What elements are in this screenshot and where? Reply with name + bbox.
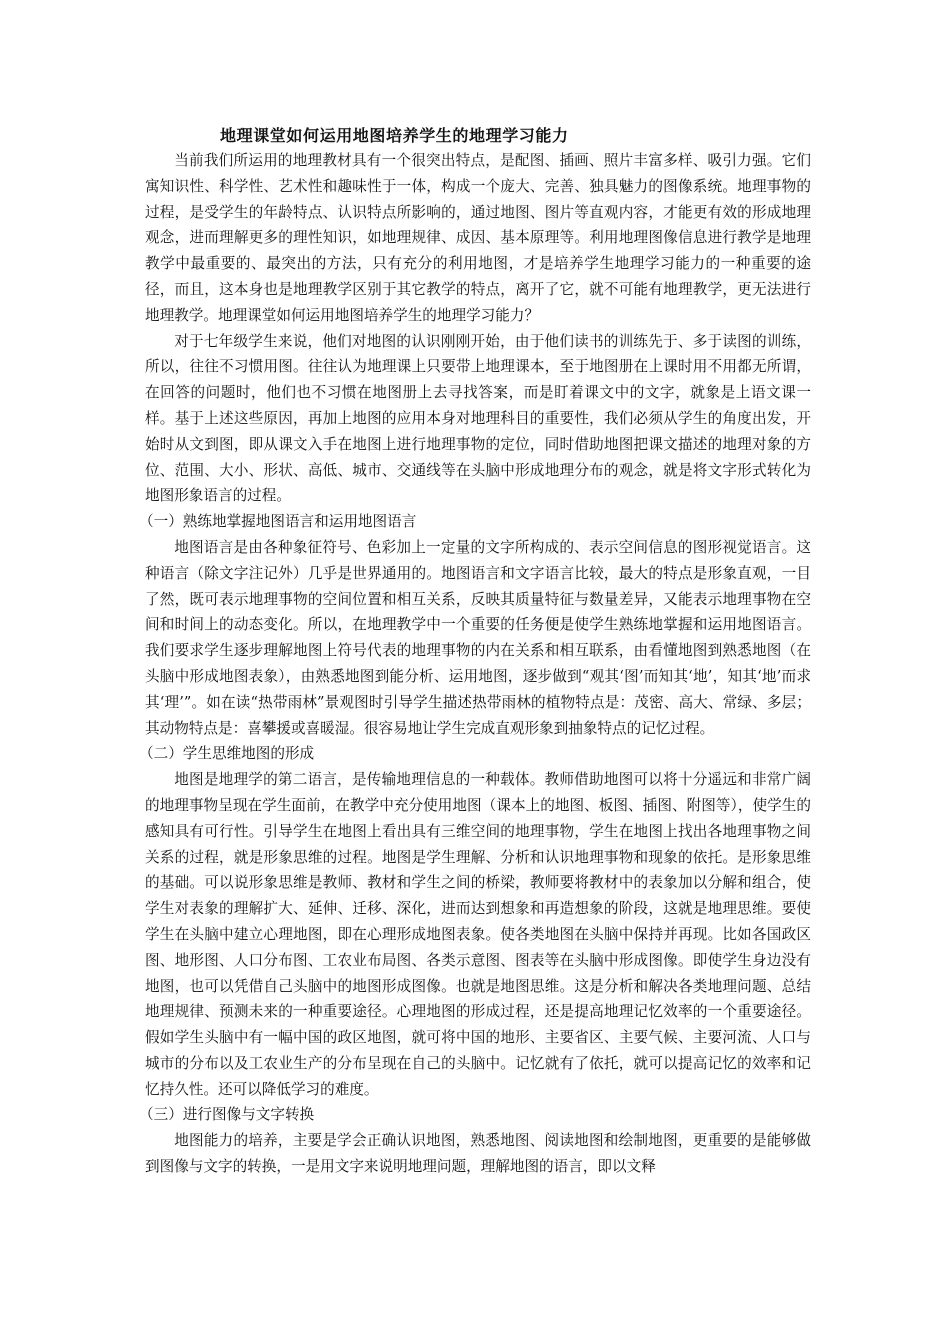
section-2-paragraph: 地图是地理学的第二语言，是传输地理信息的一种载体。教师借助地图可以将十分遥远和非常广阔的地理事物呈现在学生面前，在教学中充分使用地图（课本上的地图、板图、插图、附图等），使学生的感知具有可行性。引导学生在地图上看出具有三维空间的地理事物，学生在地图上找出各地理事物之间关系的过程，就是形象思维的过程。地图是学生理解、分析和认识地理事物和现象的依托。是形象思维的基础。可以说形象思维是教师、教材和学生之间的桥梁，教师要将教材中的表象加以分解和组合，使学生对表象的理解扩大、延伸、迁移、深化，进而达到想象和再造想象的阶段，这就是地理思维。要使学生在头脑中建立心理地图，即在心理形成地图表象。使各类地图在头脑中保持并再现。比如各国政区图、地形图、人口分布图、工农业布局图、各类示意图、图表等在头脑中形成图像。即使学生身边没有地图，也可以凭借自己头脑中的地图形成图像。也就是地图思维。这是分析和解决各类地理问题、总结地理规律、预测未来的一种重要途径。心理地图的形成过程，还是提高地理记忆效率的一个重要途径。假如学生头脑中有一幅中国的政区地图，就可将中国的地形、主要省区、主要气候、主要河流、人口与城市的分布以及工农业生产的分布呈现在自己的头脑中。记忆就有了依托，就可以提高记忆的效率和记忆持久性。还可以降低学习的难度。 (145, 771, 811, 1098)
section-heading-1: （一）熟练地掌握地图语言和运用地图语言 (139, 513, 417, 531)
section-heading-2: （二）学生思维地图的形成 (139, 745, 315, 763)
section-1-paragraph: 地图语言是由各种象征符号、色彩加上一定量的文字所构成的、表示空间信息的图形视觉语言。这种语言（除文字注记外）几乎是世界通用的。地图语言和文字语言比较，最大的特点是形象直观，一目了然，既可表示地理事物的空间位置和相互关系，反映其质量特征与数量差异，又能表示地理事物在空间和时间上的动态变化。所以，在地理教学中一个重要的任务便是使学生熟练地掌握和运用地图语言。我们要求学生逐步理解地图上符号代表的地理事物的内在关系和相互联系，由看懂地图到熟悉地图（在头脑中形成地图表象），由熟悉地图到能分析、运用地图，逐步做到“观其‘图’而知其‘地’，知其‘地’而求其‘理’”。如在读“热带雨林”景观图时引导学生描述热带雨林的植物特点是：茂密、高大、常绿、多层；其动物特点是：喜攀援或喜暖湿。很容易地让学生完成直观形象到抽象特点的记忆过程。 (145, 538, 811, 737)
intro-paragraph-1: 当前我们所运用的地理教材具有一个很突出特点，是配图、插画、照片丰富多样、吸引力强。它们寓知识性、科学性、艺术性和趣味性于一体，构成一个庞大、完善、独具魅力的图像系统。地理事物的过程，是受学生的年龄特点、认识特点所影响的，通过地图、图片等直观内容，才能更有效的形成地理观念，进而理解更多的理性知识，如地理规律、成因、基本原理等。利用地理图像信息进行教学是地理教学中最重要的、最突出的方法，只有充分的利用地图，才是培养学生地理学习能力的一种重要的途径，而且，这本身也是地理教学区别于其它教学的特点，离开了它，就不可能有地理教学，更无法进行地理教学。地理课堂如何运用地图培养学生的地理学习能力？ (145, 152, 811, 324)
intro-paragraph-2: 对于七年级学生来说，他们对地图的认识刚刚开始，由于他们读书的训练先于、多于读图的训练，所以，往往不习惯用图。往往认为地理课上只要带上地理课本，至于地图册在上课时用不用都无所谓，在回答的问题时，他们也不习惯在地图册上去寻找答案，而是盯着课文中的文字，就象是上语文课一样。基于上述这些原因，再加上地图的应用本身对地理科目的重要性，我们必须从学生的角度出发，开始时从文到图，即从课文入手在地图上进行地理事物的定位，同时借助地图把课文描述的地理对象的方位、范围、大小、形状、高低、城市、交通线等在头脑中形成地理分布的观念，就是将文字形式转化为地图形象语言的过程。 (145, 332, 811, 505)
document-body (139, 124, 811, 1180)
section-heading-3: （三）进行图像与文字转换 (139, 1106, 315, 1124)
document-title: 地理课堂如何运用地图培养学生的地理学习能力 (220, 126, 569, 145)
section-3-paragraph: 地图能力的培养，主要是学会正确认识地图，熟悉地图、阅读地图和绘制地图，更重要的是能够做到图像与文字的转换，一是用文字来说明地理问题，理解地图的语言，即以文释 (145, 1132, 811, 1176)
